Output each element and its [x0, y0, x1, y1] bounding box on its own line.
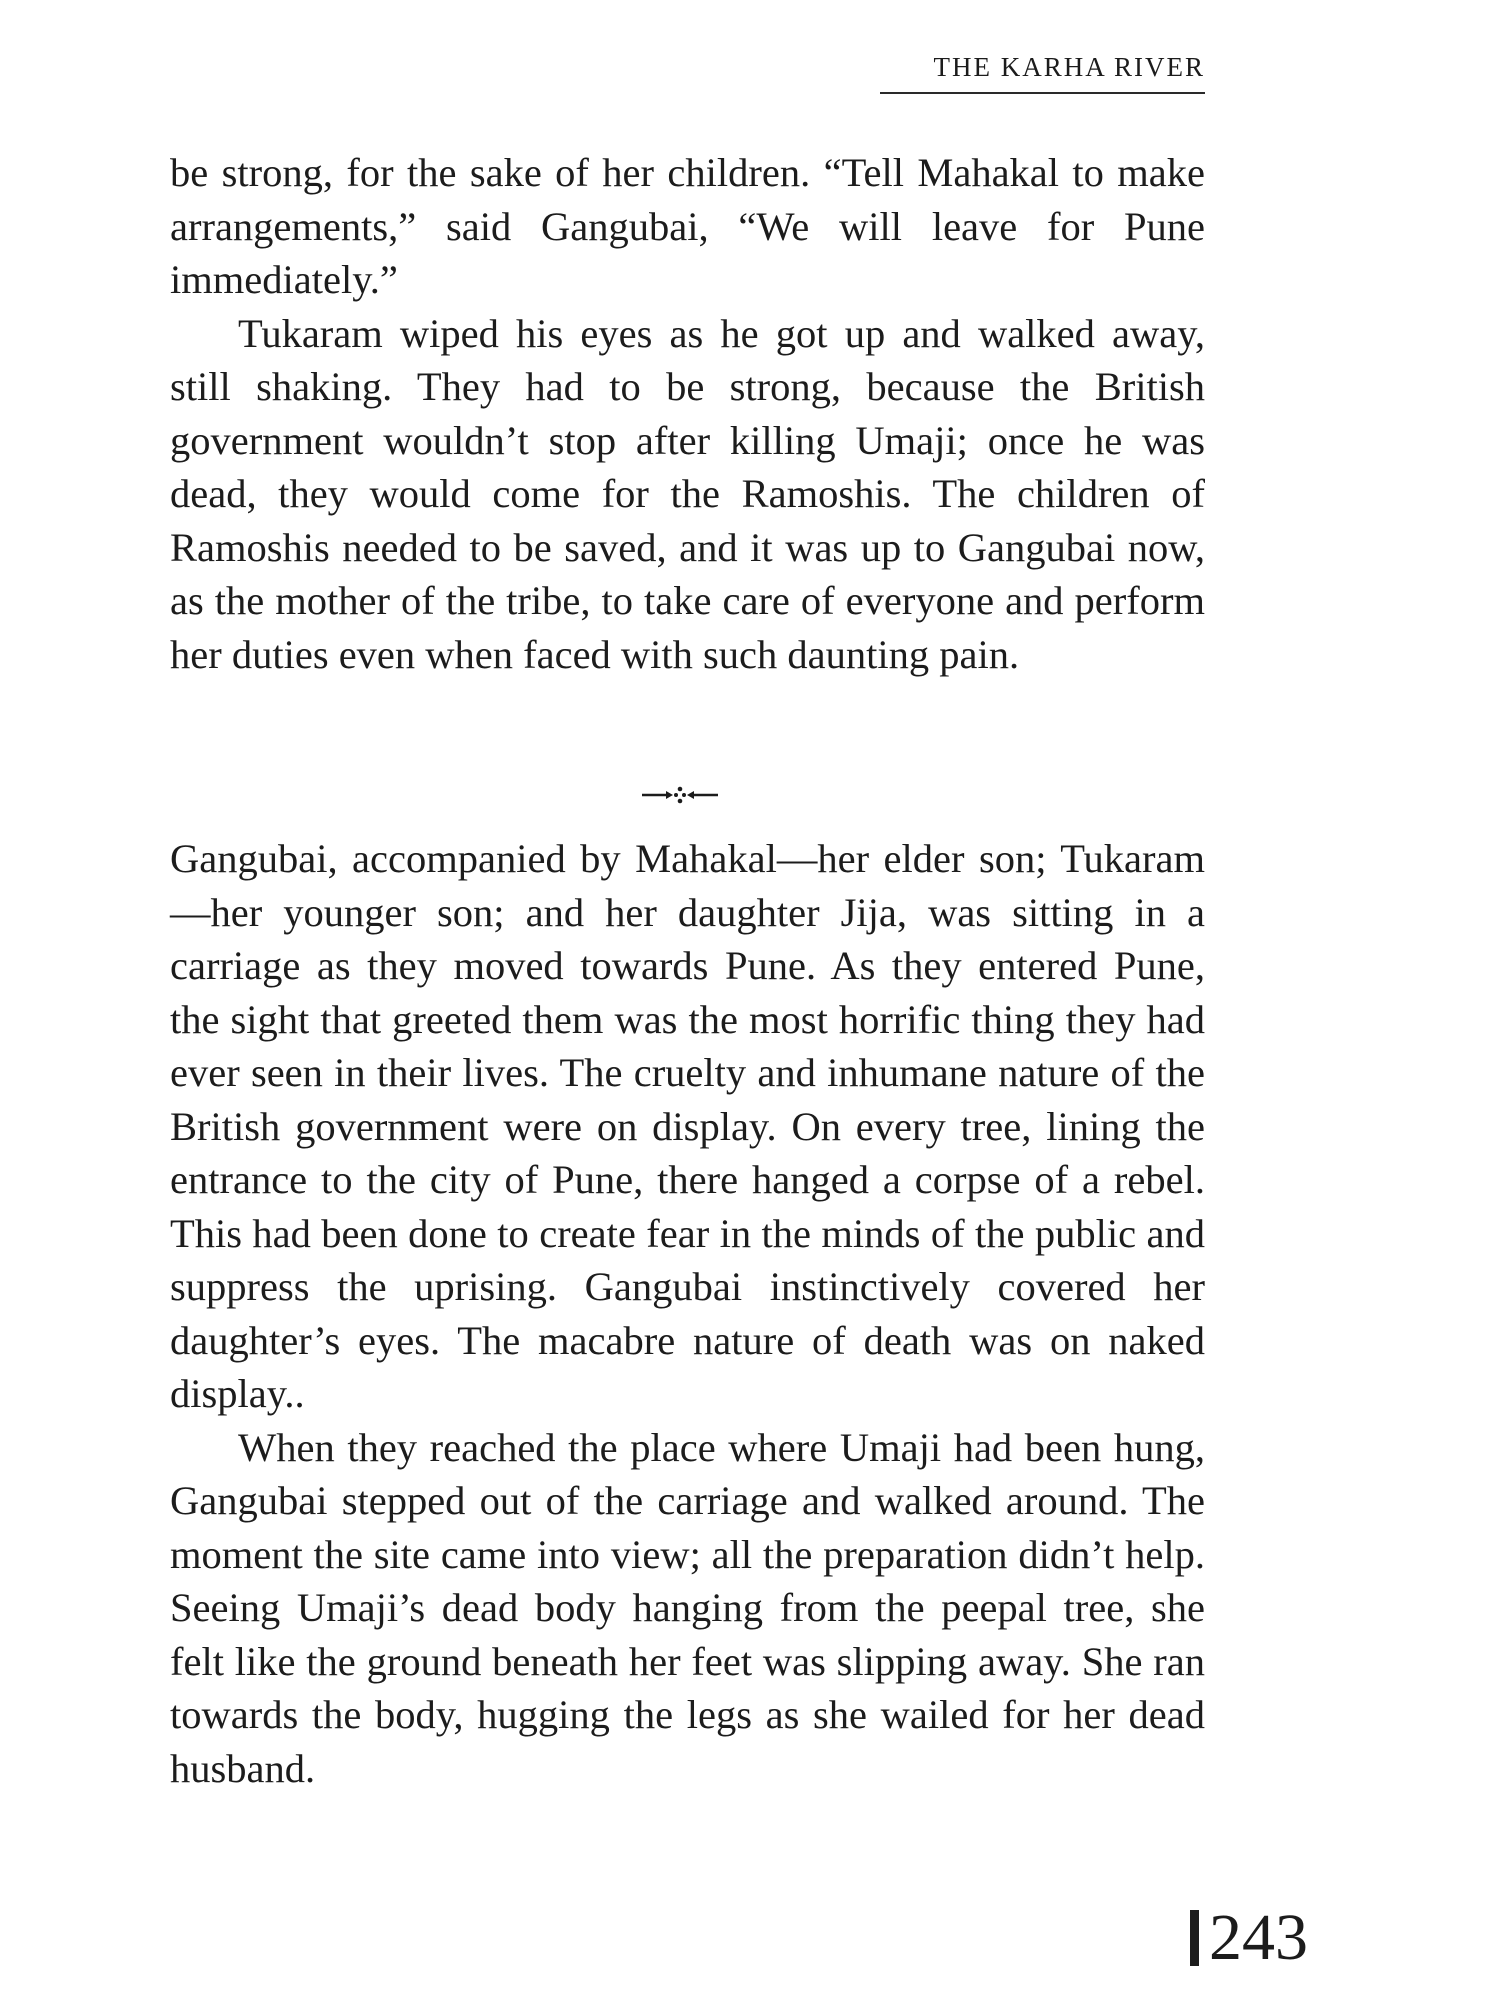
- paragraph: Gangubai, accompanied by Mahakal—her elder son; Tukaram—her younger son; and her daughter Jija, was sitting in a carriage as they moved towards Pune. As they entered Pune, the sight that greeted them was the most horrific thing they had ever seen in their lives. The cruelty and inhumane nature of the British government were on display. On every tree, lining the entrance to the city of Pune, there hanged a corpse of a rebel. This had been done to create fear in the minds of the public and suppress the uprising. Gangubai instinctively covered her daughter’s eyes. The macabre nature of death was on naked display..: [170, 836, 1205, 1416]
- page-number: [1190, 1901, 1308, 1974]
- ornament-divider-icon: [640, 783, 720, 807]
- paragraph: When they reached the place where Umaji had been hung, Gangubai stepped out of the carriage and walked around. The moment the site came into view; all the preparation didn’t help. Seeing Umaji’s dead body hanging from the peepal tree, she felt like the ground beneath her feet was slipping away. She ran towards the body, hugging the legs as she wailed for her dead husband.: [170, 1424, 1205, 1791]
- page-number-text: 243: [1209, 1901, 1308, 1974]
- running-header: THE KARHA RIVER: [880, 52, 1205, 94]
- paragraph: be strong, for the sake of her children. “Tell Mahakal to make arrangements,” said Gangubai, “We will leave for Pune immediately.”: [170, 150, 1205, 302]
- page-number-bar: [1190, 1910, 1199, 1966]
- text-block-after-break: [170, 832, 1205, 1795]
- paragraph: Tukaram wiped his eyes as he got up and walked away, still shaking. They had to be strong, because the British government wouldn’t stop after killing Umaji; once he was dead, they would come for the Ramoshis. The children of Ramoshis needed to be saved, and it was up to Gangubai now, as the mother of the tribe, to take care of everyone and perform her duties even when faced with such daunting pain.: [170, 310, 1205, 677]
- text-block-before-break: [170, 146, 1205, 681]
